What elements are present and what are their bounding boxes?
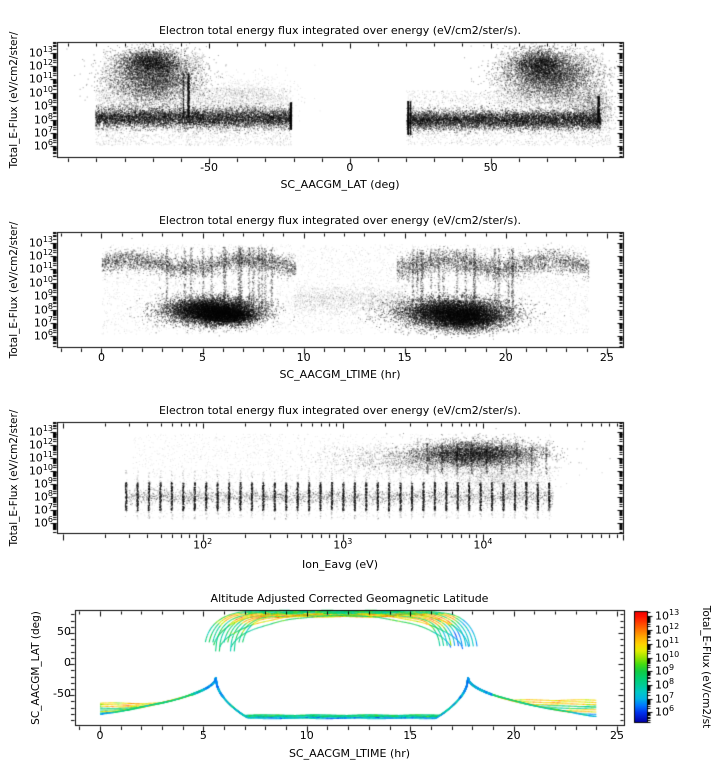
panel3-title: Electron total energy flux integrated over energy (eV/cm2/ster/s). <box>158 404 522 417</box>
panel4-y-axis-label: SC_AACGM_LAT (deg) <box>30 611 42 725</box>
y-tick-label: $10^7$ <box>33 501 53 517</box>
y-tick-label: $10^{12}$ <box>28 437 53 452</box>
panel3-y-axis-label: Total_E-Flux (eV/cm2/ster/ <box>8 409 20 547</box>
x-tick-label: 20 <box>506 729 521 742</box>
x-tick-label: 10 <box>299 729 314 742</box>
y-tick-label: $10^8$ <box>33 488 53 504</box>
colorbar-tick-label: $10^{10}$ <box>655 649 680 665</box>
colorbar-tick-label: $10^9$ <box>655 663 675 678</box>
x-tick-label: 5 <box>199 729 207 742</box>
colorbar-tick-label: $10^{12}$ <box>655 622 680 637</box>
x-tick-label: 15 <box>397 351 412 364</box>
colorbar-tick-label: $10^6$ <box>655 704 675 720</box>
y-tick-label: $10^8$ <box>33 111 53 127</box>
x-tick-label: -50 <box>200 161 219 174</box>
y-tick-label: $10^9$ <box>33 98 53 113</box>
x-tick-label: 10 <box>296 351 311 364</box>
x-tick-label: 25 <box>609 729 624 742</box>
y-tick-label: $10^9$ <box>33 288 53 303</box>
colorbar-label: Total_E-Flux (eV/cm2/st <box>700 605 712 729</box>
panel2-x-axis-label: SC_AACGM_LTIME (hr) <box>279 368 401 381</box>
y-tick-label: $10^7$ <box>33 124 53 140</box>
panel4-title: Altitude Adjusted Corrected Geomagnetic Latitude <box>210 592 489 605</box>
y-tick-label: 50 <box>57 625 71 638</box>
y-tick-label: $10^{12}$ <box>28 58 53 73</box>
x-tick-label: 0 <box>96 729 104 742</box>
y-tick-label: $10^6$ <box>33 138 53 153</box>
x-tick-label: 0 <box>97 351 105 364</box>
panel2-plot-area <box>57 232 623 347</box>
x-tick-label: $10^4$ <box>473 537 493 552</box>
panel2-y-axis-label: Total_E-Flux (eV/cm2/ster/ <box>8 221 20 359</box>
x-tick-label: 5 <box>199 351 207 364</box>
y-tick-label: $10^{10}$ <box>28 84 53 100</box>
panel1-title: Electron total energy flux integrated over energy (eV/cm2/ster/s). <box>158 24 522 37</box>
panel1-y-axis-label: Total_E-Flux (eV/cm2/ster/ <box>8 31 20 169</box>
x-tick-label: 0 <box>346 161 354 174</box>
y-tick-label: 0 <box>64 656 71 670</box>
x-tick-label: 20 <box>498 351 513 364</box>
y-tick-label: -50 <box>53 687 71 701</box>
y-tick-label: $10^{10}$ <box>28 463 53 478</box>
panel3-x-axis-label: Ion_Eavg (eV) <box>301 558 378 571</box>
x-tick-label: 50 <box>483 161 498 174</box>
y-tick-label: $10^{10}$ <box>28 274 53 290</box>
colorbar-tick-label: $10^{11}$ <box>655 635 680 651</box>
x-tick-label: 25 <box>599 351 614 364</box>
x-tick-label: $10^3$ <box>333 537 353 552</box>
colorbar-tick-label: $10^7$ <box>655 690 675 706</box>
y-tick-label: $10^{11}$ <box>28 71 53 87</box>
x-tick-label: $10^2$ <box>193 537 213 552</box>
y-tick-label: $10^{11}$ <box>28 261 53 277</box>
y-tick-label: $10^{13}$ <box>28 424 53 439</box>
y-tick-label: $10^6$ <box>33 514 53 530</box>
y-tick-label: $10^{11}$ <box>28 450 53 465</box>
panel1-plot-area <box>57 42 623 157</box>
colorbar <box>634 611 647 722</box>
panel2-title: Electron total energy flux integrated over energy (eV/cm2/ster/s). <box>158 214 522 227</box>
y-tick-label: $10^{13}$ <box>28 44 53 60</box>
panel4-x-axis-label: SC_AACGM_LTIME (hr) <box>288 747 411 760</box>
y-tick-label: $10^{12}$ <box>28 248 53 263</box>
y-tick-label: $10^6$ <box>33 328 53 343</box>
x-tick-label: 15 <box>403 729 418 742</box>
panel4-plot-area <box>75 610 624 725</box>
colorbar-tick-label: $10^{13}$ <box>655 608 680 624</box>
panel3-plot-area <box>57 422 623 533</box>
panel1-x-axis-label: SC_AACGM_LAT (deg) <box>280 178 400 191</box>
colorbar-tick-label: $10^8$ <box>655 677 675 692</box>
y-tick-label: $10^{13}$ <box>28 234 53 250</box>
y-tick-label: $10^7$ <box>33 314 53 330</box>
y-tick-label: $10^9$ <box>33 475 53 491</box>
y-tick-label: $10^8$ <box>33 301 53 317</box>
